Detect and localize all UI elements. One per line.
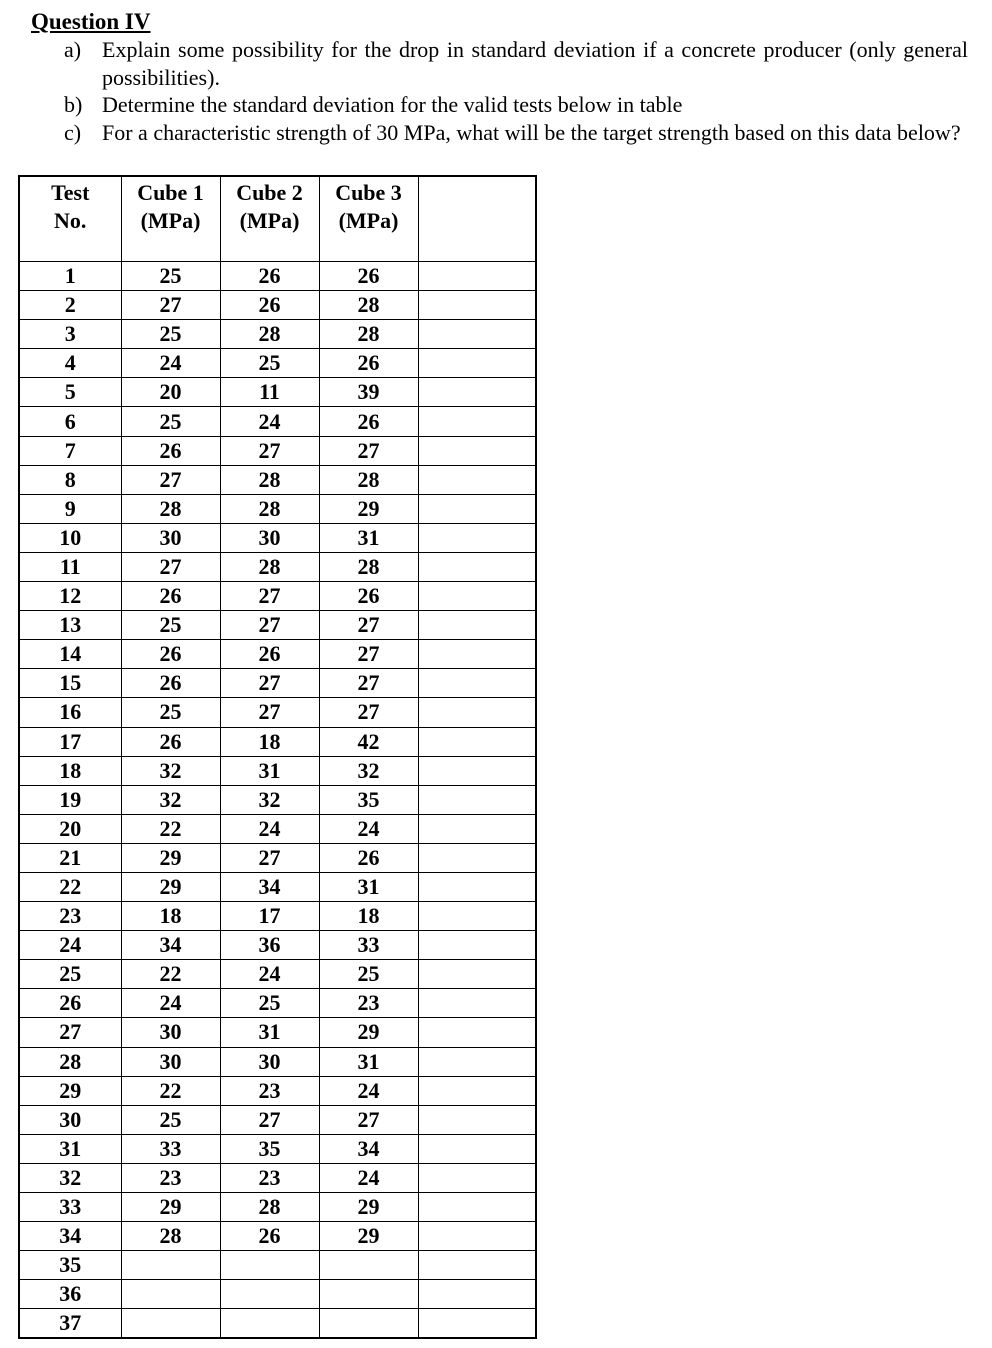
cell-test-no: 32 xyxy=(19,1163,121,1192)
table-row xyxy=(19,291,536,320)
cell-cube-1: 25 xyxy=(121,1105,220,1134)
cell-cube-1: 32 xyxy=(121,785,220,814)
cell-cube-1: 25 xyxy=(121,407,220,436)
table-row xyxy=(19,1251,536,1280)
cell-cube-2: 28 xyxy=(220,320,319,349)
header-line: Cube 3 xyxy=(335,180,402,205)
cell-test-no: 21 xyxy=(19,843,121,872)
cell-empty xyxy=(418,523,536,552)
cell-cube-2: 17 xyxy=(220,902,319,931)
cell-empty xyxy=(418,640,536,669)
question-part-c xyxy=(64,119,968,147)
cell-cube-1: 20 xyxy=(121,378,220,407)
cell-test-no: 13 xyxy=(19,611,121,640)
cell-cube-2: 18 xyxy=(220,727,319,756)
cell-cube-2: 27 xyxy=(220,843,319,872)
table-row xyxy=(19,494,536,523)
table-row xyxy=(19,378,536,407)
table-row xyxy=(19,1309,536,1339)
cell-cube-2: 27 xyxy=(220,436,319,465)
question-parts-list xyxy=(64,36,968,146)
cell-cube-2: 28 xyxy=(220,552,319,581)
table-row xyxy=(19,1193,536,1222)
cell-cube-2: 31 xyxy=(220,756,319,785)
table-row xyxy=(19,262,536,291)
cell-cube-3: 27 xyxy=(319,640,418,669)
table-row xyxy=(19,436,536,465)
cell-empty xyxy=(418,1280,536,1309)
cell-test-no: 16 xyxy=(19,698,121,727)
cell-empty xyxy=(418,872,536,901)
table-row xyxy=(19,814,536,843)
cell-empty xyxy=(418,262,536,291)
cell-cube-3: 26 xyxy=(319,262,418,291)
cell-empty xyxy=(418,1251,536,1280)
cell-empty xyxy=(418,1163,536,1192)
cell-cube-1: 34 xyxy=(121,931,220,960)
cell-cube-1: 22 xyxy=(121,814,220,843)
cell-cube-3: 32 xyxy=(319,756,418,785)
cell-cube-3: 26 xyxy=(319,349,418,378)
cell-empty xyxy=(418,1076,536,1105)
cell-cube-3: 23 xyxy=(319,989,418,1018)
cell-cube-2: 25 xyxy=(220,349,319,378)
cell-cube-3: 34 xyxy=(319,1134,418,1163)
cell-cube-3: 26 xyxy=(319,407,418,436)
cell-cube-3: 24 xyxy=(319,1076,418,1105)
cell-test-no: 11 xyxy=(19,552,121,581)
cell-cube-1: 27 xyxy=(121,291,220,320)
cell-empty xyxy=(418,1018,536,1047)
cell-cube-1: 30 xyxy=(121,1018,220,1047)
cell-cube-2: 26 xyxy=(220,1222,319,1251)
cell-test-no: 36 xyxy=(19,1280,121,1309)
cell-cube-3: 26 xyxy=(319,582,418,611)
part-text: For a characteristic strength of 30 MPa, what will be the target strength based on this data below? xyxy=(102,119,961,145)
table-row xyxy=(19,931,536,960)
cell-cube-2: 24 xyxy=(220,407,319,436)
cell-cube-2: 27 xyxy=(220,669,319,698)
cell-cube-2: 24 xyxy=(220,814,319,843)
cell-cube-1: 26 xyxy=(121,582,220,611)
cell-cube-2 xyxy=(220,1309,319,1339)
cell-cube-3: 39 xyxy=(319,378,418,407)
header-cube-3 xyxy=(319,176,418,262)
table-row xyxy=(19,1076,536,1105)
header-cube-2 xyxy=(220,176,319,262)
cell-cube-3: 28 xyxy=(319,552,418,581)
header-line: (MPa) xyxy=(140,208,201,233)
cell-cube-3: 29 xyxy=(319,1193,418,1222)
table-row xyxy=(19,349,536,378)
table-row xyxy=(19,552,536,581)
cell-cube-3: 24 xyxy=(319,1163,418,1192)
cell-cube-1 xyxy=(121,1251,220,1280)
table-row xyxy=(19,407,536,436)
table-row xyxy=(19,698,536,727)
question-part-b xyxy=(64,91,968,119)
cell-cube-1: 24 xyxy=(121,349,220,378)
cell-test-no: 10 xyxy=(19,523,121,552)
table-row xyxy=(19,1280,536,1309)
cell-cube-2: 27 xyxy=(220,698,319,727)
cell-cube-3: 25 xyxy=(319,960,418,989)
cell-test-no: 7 xyxy=(19,436,121,465)
cell-cube-1: 30 xyxy=(121,1047,220,1076)
cell-cube-2: 30 xyxy=(220,523,319,552)
cell-test-no: 30 xyxy=(19,1105,121,1134)
cell-test-no: 31 xyxy=(19,1134,121,1163)
cell-empty xyxy=(418,756,536,785)
cell-cube-3: 27 xyxy=(319,611,418,640)
cell-empty xyxy=(418,698,536,727)
cell-empty xyxy=(418,843,536,872)
cell-cube-1: 29 xyxy=(121,872,220,901)
cell-cube-2: 26 xyxy=(220,640,319,669)
question-title: Question IV xyxy=(31,9,151,34)
cell-cube-3: 33 xyxy=(319,931,418,960)
cell-empty xyxy=(418,349,536,378)
cell-cube-2: 26 xyxy=(220,262,319,291)
cell-empty xyxy=(418,320,536,349)
cell-cube-3: 26 xyxy=(319,843,418,872)
cell-cube-2: 25 xyxy=(220,989,319,1018)
cell-test-no: 33 xyxy=(19,1193,121,1222)
cell-cube-1: 26 xyxy=(121,727,220,756)
table-row xyxy=(19,727,536,756)
cell-cube-3: 27 xyxy=(319,436,418,465)
cell-cube-2: 36 xyxy=(220,931,319,960)
cell-cube-3: 31 xyxy=(319,1047,418,1076)
cell-cube-3: 28 xyxy=(319,465,418,494)
table-row xyxy=(19,611,536,640)
cell-cube-1: 26 xyxy=(121,640,220,669)
table-row xyxy=(19,640,536,669)
cell-test-no: 19 xyxy=(19,785,121,814)
cell-cube-2: 23 xyxy=(220,1163,319,1192)
cell-cube-3: 29 xyxy=(319,1222,418,1251)
cell-test-no: 17 xyxy=(19,727,121,756)
cell-cube-1: 32 xyxy=(121,756,220,785)
cell-test-no: 9 xyxy=(19,494,121,523)
table-row xyxy=(19,1222,536,1251)
cell-empty xyxy=(418,989,536,1018)
cell-cube-1: 26 xyxy=(121,669,220,698)
header-cube-1 xyxy=(121,176,220,262)
cell-cube-2: 35 xyxy=(220,1134,319,1163)
cell-cube-2: 32 xyxy=(220,785,319,814)
cell-cube-3: 18 xyxy=(319,902,418,931)
header-line: Test xyxy=(51,180,90,205)
question-part-a xyxy=(64,36,968,91)
cell-cube-1: 25 xyxy=(121,262,220,291)
cell-empty xyxy=(418,436,536,465)
cell-cube-1: 24 xyxy=(121,989,220,1018)
header-test-no xyxy=(19,176,121,262)
cell-test-no: 4 xyxy=(19,349,121,378)
header-line: (MPa) xyxy=(239,208,300,233)
cell-empty xyxy=(418,814,536,843)
table-row xyxy=(19,1018,536,1047)
header-line: (MPa) xyxy=(338,208,399,233)
cell-cube-2 xyxy=(220,1251,319,1280)
cell-cube-1: 28 xyxy=(121,1222,220,1251)
header-line: Cube 2 xyxy=(236,180,303,205)
cell-cube-1: 27 xyxy=(121,465,220,494)
header-empty xyxy=(418,176,536,262)
part-text: Determine the standard deviation for the valid tests below in table xyxy=(102,92,683,117)
cell-empty xyxy=(418,465,536,494)
cell-cube-2: 28 xyxy=(220,465,319,494)
table-body xyxy=(19,262,536,1339)
cell-test-no: 6 xyxy=(19,407,121,436)
cell-cube-2: 28 xyxy=(220,494,319,523)
cell-test-no: 2 xyxy=(19,291,121,320)
cell-test-no: 20 xyxy=(19,814,121,843)
part-marker: a) xyxy=(64,37,82,62)
cell-cube-3: 42 xyxy=(319,727,418,756)
cell-cube-3: 27 xyxy=(319,1105,418,1134)
cell-empty xyxy=(418,494,536,523)
cell-empty xyxy=(418,1309,536,1339)
cell-empty xyxy=(418,669,536,698)
cell-test-no: 34 xyxy=(19,1222,121,1251)
table-row xyxy=(19,872,536,901)
cell-test-no: 23 xyxy=(19,902,121,931)
cell-cube-3: 27 xyxy=(319,698,418,727)
cell-cube-1: 23 xyxy=(121,1163,220,1192)
cell-cube-2 xyxy=(220,1280,319,1309)
cell-cube-3: 28 xyxy=(319,320,418,349)
cell-cube-2: 27 xyxy=(220,1105,319,1134)
cell-test-no: 24 xyxy=(19,931,121,960)
cell-test-no: 8 xyxy=(19,465,121,494)
cell-empty xyxy=(418,407,536,436)
part-text: Explain some possibility for the drop in standard deviation if a concrete producer (only general possibilities). xyxy=(102,37,968,90)
cell-cube-3: 24 xyxy=(319,814,418,843)
cell-cube-3: 28 xyxy=(319,291,418,320)
cell-empty xyxy=(418,931,536,960)
table-row xyxy=(19,669,536,698)
cell-empty xyxy=(418,582,536,611)
table-row xyxy=(19,320,536,349)
cell-cube-3: 29 xyxy=(319,1018,418,1047)
cell-cube-3: 35 xyxy=(319,785,418,814)
part-marker: b) xyxy=(64,92,83,117)
cell-test-no: 26 xyxy=(19,989,121,1018)
cell-test-no: 27 xyxy=(19,1018,121,1047)
cell-cube-2: 31 xyxy=(220,1018,319,1047)
part-marker: c) xyxy=(64,119,82,145)
cell-test-no: 3 xyxy=(19,320,121,349)
cell-test-no: 14 xyxy=(19,640,121,669)
cell-cube-1: 22 xyxy=(121,960,220,989)
cell-cube-3: 31 xyxy=(319,523,418,552)
cell-cube-3 xyxy=(319,1309,418,1339)
cell-test-no: 18 xyxy=(19,756,121,785)
cell-cube-3 xyxy=(319,1280,418,1309)
cell-empty xyxy=(418,291,536,320)
cell-cube-1: 29 xyxy=(121,1193,220,1222)
cell-empty xyxy=(418,1047,536,1076)
cell-cube-1: 28 xyxy=(121,494,220,523)
table-row xyxy=(19,960,536,989)
table-row xyxy=(19,843,536,872)
cell-empty xyxy=(418,1105,536,1134)
cube-strength-table xyxy=(18,175,537,1339)
cell-empty xyxy=(418,1134,536,1163)
cell-cube-2: 34 xyxy=(220,872,319,901)
cell-cube-1 xyxy=(121,1280,220,1309)
cell-cube-2: 27 xyxy=(220,582,319,611)
cell-empty xyxy=(418,902,536,931)
table-row xyxy=(19,989,536,1018)
table-row xyxy=(19,1134,536,1163)
cell-cube-1: 25 xyxy=(121,698,220,727)
cell-empty xyxy=(418,785,536,814)
table-row xyxy=(19,523,536,552)
cell-cube-2: 23 xyxy=(220,1076,319,1105)
cell-empty xyxy=(418,611,536,640)
table-row xyxy=(19,902,536,931)
cell-empty xyxy=(418,1193,536,1222)
cell-cube-3: 31 xyxy=(319,872,418,901)
header-line: Cube 1 xyxy=(137,180,204,205)
cell-empty xyxy=(418,1222,536,1251)
cell-cube-3: 29 xyxy=(319,494,418,523)
table-header-row xyxy=(19,176,536,262)
cell-test-no: 22 xyxy=(19,872,121,901)
cell-cube-1 xyxy=(121,1309,220,1339)
cell-cube-1: 27 xyxy=(121,552,220,581)
table-row xyxy=(19,785,536,814)
cell-test-no: 35 xyxy=(19,1251,121,1280)
cell-cube-2: 11 xyxy=(220,378,319,407)
cell-cube-2: 24 xyxy=(220,960,319,989)
cell-cube-2: 28 xyxy=(220,1193,319,1222)
cell-cube-1: 25 xyxy=(121,611,220,640)
cell-cube-1: 18 xyxy=(121,902,220,931)
cell-cube-1: 26 xyxy=(121,436,220,465)
table-row xyxy=(19,582,536,611)
table-row xyxy=(19,1105,536,1134)
cell-cube-3: 27 xyxy=(319,669,418,698)
cell-cube-1: 30 xyxy=(121,523,220,552)
table-row xyxy=(19,756,536,785)
cell-test-no: 25 xyxy=(19,960,121,989)
cell-cube-2: 27 xyxy=(220,611,319,640)
cell-test-no: 37 xyxy=(19,1309,121,1339)
cell-cube-1: 33 xyxy=(121,1134,220,1163)
cell-test-no: 29 xyxy=(19,1076,121,1105)
table-row xyxy=(19,1047,536,1076)
cell-cube-3 xyxy=(319,1251,418,1280)
cell-test-no: 15 xyxy=(19,669,121,698)
cell-test-no: 28 xyxy=(19,1047,121,1076)
cell-empty xyxy=(418,960,536,989)
cell-empty xyxy=(418,378,536,407)
table-row xyxy=(19,1163,536,1192)
header-line: No. xyxy=(54,208,87,233)
cell-test-no: 12 xyxy=(19,582,121,611)
cell-test-no: 5 xyxy=(19,378,121,407)
cell-cube-1: 25 xyxy=(121,320,220,349)
cell-empty xyxy=(418,727,536,756)
cell-cube-1: 22 xyxy=(121,1076,220,1105)
cell-test-no: 1 xyxy=(19,262,121,291)
cell-cube-2: 26 xyxy=(220,291,319,320)
cell-cube-1: 29 xyxy=(121,843,220,872)
cell-empty xyxy=(418,552,536,581)
table-row xyxy=(19,465,536,494)
cell-cube-2: 30 xyxy=(220,1047,319,1076)
